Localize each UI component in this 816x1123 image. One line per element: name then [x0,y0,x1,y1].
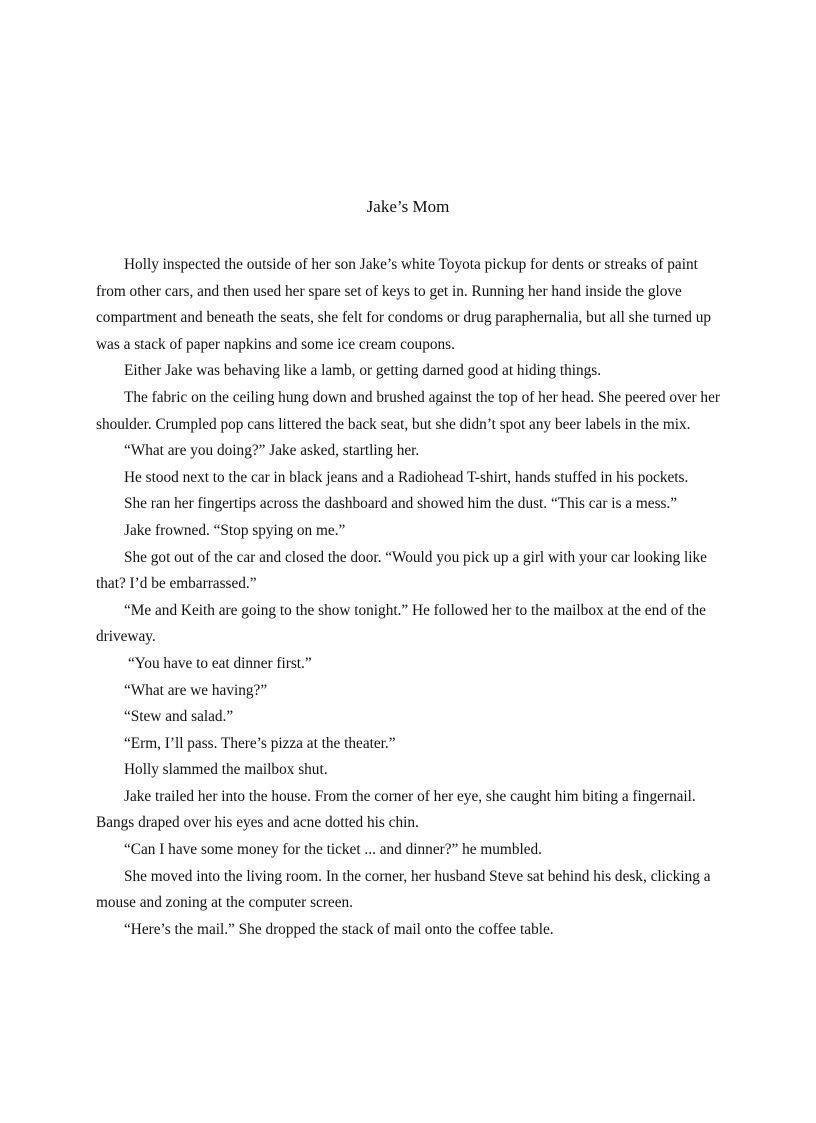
paragraph: “You have to eat dinner first.” [128,654,312,672]
paragraph: “Can I have some money for the ticket ... and dinner?” he mumbled. [124,841,542,859]
paragraph: “Stew and salad.” [124,708,234,726]
paragraph: She moved into the living room. In the corner, her husband Steve sat behind his desk, clicking a mouse and zoning at the computer screen. [96,867,711,912]
story-body [96,252,726,943]
paragraph: Jake frowned. “Stop spying on me.” [124,521,346,539]
paragraph: Jake trailed her into the house. From the corner of her eye, she caught him biting a fingernail. Bangs draped over his eyes and acne dotted his chin. [96,787,696,832]
paragraph: “Here’s the mail.” She dropped the stack of mail onto the coffee table. [124,920,554,938]
paragraph: “Erm, I’ll pass. There’s pizza at the theater.” [124,734,396,752]
paragraph: The fabric on the ceiling hung down and brushed against the top of her head. She peered over her shoulder. Crumpled pop cans littered the back seat, but she didn’t spot any beer labels in the mix. [96,388,720,433]
paragraph: He stood next to the car in black jeans and a Radiohead T-shirt, hands stuffed in his pockets. [124,468,689,486]
paragraph: She ran her fingertips across the dashboard and showed him the dust. “This car is a mess.” [124,495,678,513]
paragraph: “What are you doing?” Jake asked, startling her. [124,442,420,460]
paragraph: “What are we having?” [124,681,268,699]
paragraph: She got out of the car and closed the door. “Would you pick up a girl with your car looking like that? I’d be embarrassed.” [96,548,707,593]
paragraph: Holly inspected the outside of her son Jake’s white Toyota pickup for dents or streaks of paint from other cars, and then used her spare set of keys to get in. Running her hand inside the glove compartment and beneath the seats, she felt for condoms or drug paraphernalia, but all she turned up was a stack of paper napkins and some ice cream coupons. [96,256,712,353]
paragraph: Holly slammed the mailbox shut. [124,761,328,779]
paragraph: Either Jake was behaving like a lamb, or getting darned good at hiding things. [124,362,602,380]
page-title: Jake’s Mom [366,197,450,216]
paragraph: “Me and Keith are going to the show tonight.” He followed her to the mailbox at the end of the driveway. [96,601,706,646]
